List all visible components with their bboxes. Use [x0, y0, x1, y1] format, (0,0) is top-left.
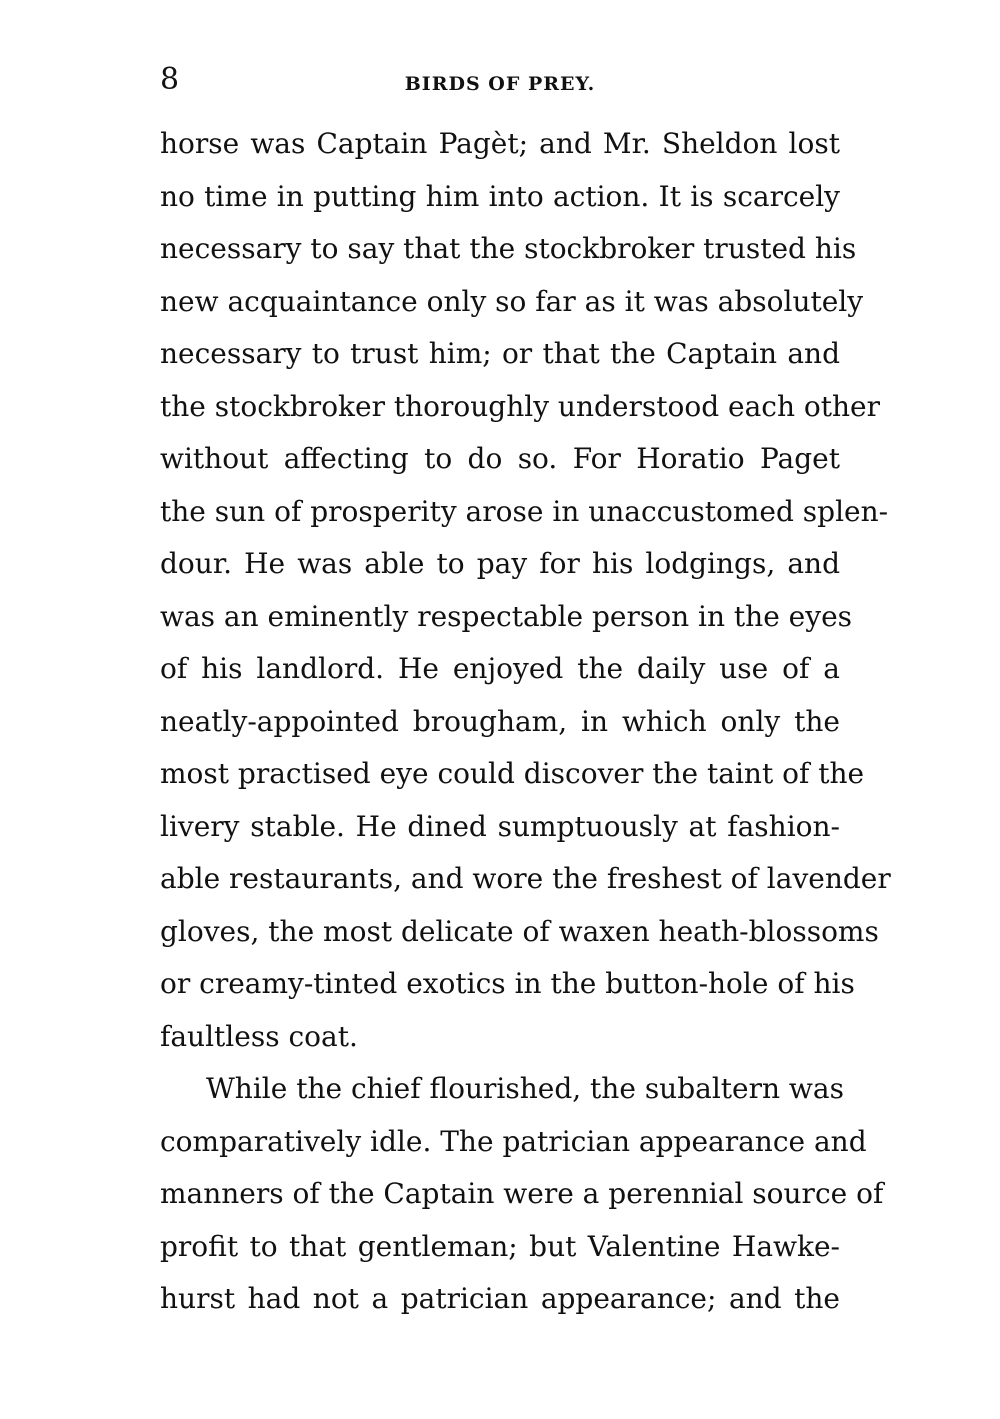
text-line: comparatively idle. The patrician appearance and [160, 1124, 867, 1158]
text-line: gloves, the most delicate of waxen heath-blossoms [160, 914, 879, 948]
text-line: manners of the Captain were a perennial source of [160, 1177, 884, 1210]
text-line: or creamy-tinted exotics in the button-hole of his [160, 967, 855, 1000]
text-line: able restaurants, and wore the freshest of lavender [160, 862, 891, 895]
text-line: the sun of prosperity arose in unaccustomed splen- [160, 494, 889, 528]
text-line: horse was Captain Pagèt; and Mr. Sheldon lost [160, 127, 840, 160]
text-line: While the chief flourished, the subaltern was [206, 1072, 844, 1105]
paragraph [160, 1063, 884, 1326]
page-number: 8 [160, 62, 180, 97]
text-line: the stockbroker thoroughly understood each other [160, 389, 881, 423]
text-line: of his landlord. He enjoyed the daily use of a [160, 652, 840, 685]
running-title: BIRDS OF PREY. [404, 73, 596, 95]
text-line: without affecting to do so. For Horatio Paget [160, 442, 840, 475]
text-line: neatly-appointed brougham, in which only the [160, 704, 840, 738]
text-line: necessary to say that the stockbroker trusted his [160, 232, 857, 265]
text-line: necessary to trust him; or that the Captain and [160, 337, 840, 370]
text-line: dour. He was able to pay for his lodgings, and [160, 547, 840, 580]
text-line: no time in putting him into action. It is scarcely [160, 179, 840, 213]
text-line: hurst had not a patrician appearance; and the [160, 1282, 840, 1315]
text-line: faultless coat. [160, 1019, 358, 1053]
text-line: was an eminently respectable person in the eyes [160, 599, 853, 633]
body-text [160, 118, 891, 1326]
paragraph [160, 118, 891, 1063]
text-line: livery stable. He dined sumptuously at fashion- [160, 809, 840, 843]
text-line: profit to that gentleman; but Valentine Hawke- [160, 1229, 840, 1263]
text-line: most practised eye could discover the taint of the [160, 757, 865, 790]
page-header [160, 62, 840, 102]
text-line: new acquaintance only so far as it was absolutely [160, 284, 864, 318]
